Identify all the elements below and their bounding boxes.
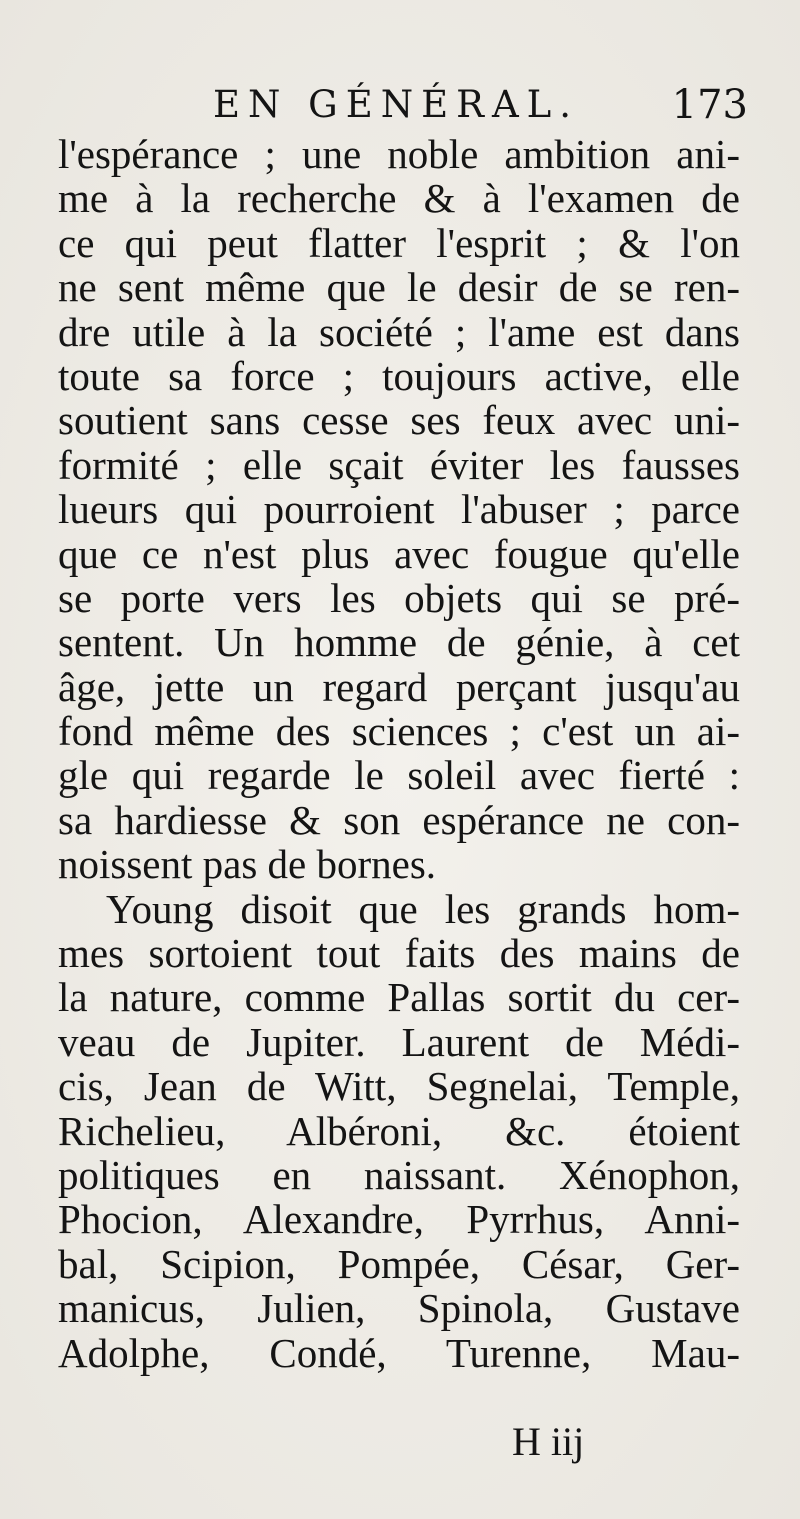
body-text (58, 132, 740, 1375)
text-line: veau de Jupiter. Laurent de Médi- (58, 1018, 740, 1065)
text-line: mes sortoient tout faits des mains de (58, 930, 740, 977)
text-line: manicus, Julien, Spinola, Gustave (58, 1285, 740, 1332)
text-line: se porte vers les objets qui se pré- (58, 574, 740, 621)
text-line: Young disoit que les grands hom- (106, 885, 740, 932)
running-head: EN GÉNÉRAL. (213, 83, 580, 126)
text-line: Adolphe, Condé, Turenne, Mau- (58, 1329, 740, 1376)
text-line: l'espérance ; une noble ambition ani- (58, 131, 740, 177)
text-line: âge, jette un regard perçant jusqu'au (58, 663, 740, 710)
text-line: que ce n'est plus avec fougue qu'elle (58, 530, 740, 577)
text-line: toute sa force ; toujours active, elle (58, 352, 740, 399)
signature-mark: H iij (512, 1419, 585, 1464)
text-line: soutient sans cesse ses feux avec uni- (58, 397, 740, 444)
text-line: lueurs qui pourroient l'abuser ; parce (58, 486, 740, 533)
text-line: Phocion, Alexandre, Pyrrhus, Anni- (58, 1196, 740, 1243)
text-line: me à la recherche & à l'examen de (58, 175, 740, 222)
text-line: politiques en naissant. Xénophon, (58, 1151, 740, 1198)
page-header (58, 80, 758, 130)
text-line: la nature, comme Pallas sortit du cer- (58, 974, 740, 1021)
text-line: fond même des sciences ; c'est un ai- (58, 708, 740, 755)
text-line: noissent pas de bornes. (58, 841, 437, 888)
page-number: 173 (671, 82, 748, 128)
text-line: bal, Scipion, Pompée, César, Ger- (58, 1240, 740, 1287)
text-line: gle qui regarde le soleil avec fierté : (58, 752, 740, 799)
text-line: dre utile à la société ; l'ame est dans (58, 308, 740, 355)
text-line: cis, Jean de Witt, Segnelai, Temple, (58, 1063, 740, 1110)
text-line: ne sent même que le desir de se ren- (58, 264, 740, 311)
text-line: ce qui peut flatter l'esprit ; & l'on (58, 219, 740, 266)
text-line: sa hardiesse & son espérance ne con- (58, 796, 740, 843)
text-line: Richelieu, Albéroni, &c. étoient (58, 1107, 740, 1154)
text-line: sentent. Un homme de génie, à cet (58, 619, 740, 666)
text-line: formité ; elle sçait éviter les fausses (58, 441, 740, 488)
